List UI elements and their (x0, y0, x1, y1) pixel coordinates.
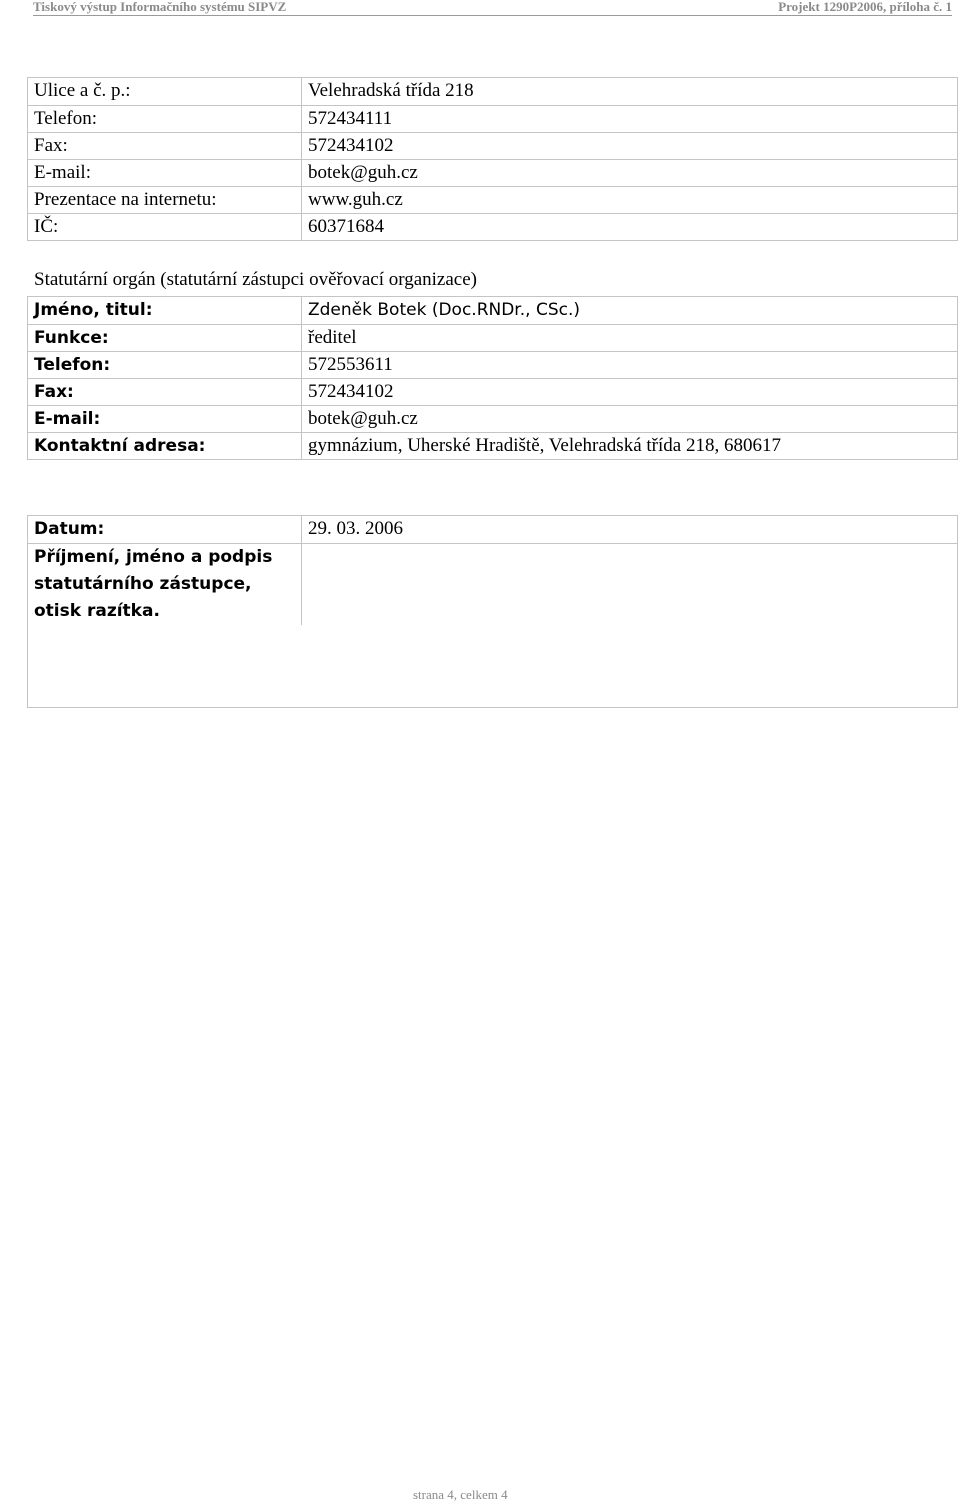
fax-label: Fax: (28, 379, 302, 405)
email-label: E-mail: (28, 160, 302, 186)
page-footer: strana 4, celkem 4 (413, 1487, 508, 1502)
phone-value: 572553611 (308, 354, 393, 375)
table-row (28, 516, 957, 543)
statutory-table (27, 296, 958, 460)
phone-value: 572434111 (308, 108, 393, 129)
table-row (28, 432, 957, 459)
table-row (28, 405, 957, 432)
header-system-title: Tiskový výstup Informačního systému SIPVZ (33, 0, 287, 14)
table-row (28, 78, 957, 105)
function-value: ředitel (308, 327, 357, 348)
name-title-label: Jméno, titul: (28, 297, 302, 324)
table-row (28, 543, 957, 707)
function-label: Funkce: (28, 325, 302, 351)
email-label: E-mail: (28, 406, 302, 432)
ico-value: 60371684 (308, 216, 384, 237)
table-row (28, 105, 957, 132)
table-row (28, 132, 957, 159)
table-row (28, 297, 957, 324)
page-header (33, 0, 952, 16)
table-row (28, 159, 957, 186)
website-label: Prezentace na internetu: (28, 187, 302, 213)
email-value: botek@guh.cz (308, 162, 418, 183)
address-table (27, 77, 958, 241)
signature-label: Příjmení, jméno a podpis statutárního zástupce, otisk razítka. (28, 544, 302, 625)
date-label: Datum: (28, 516, 302, 543)
header-project-ref: Projekt 1290P2006, příloha č. 1 (778, 0, 952, 14)
name-title-value: Zdeněk Botek (Doc.RNDr., CSc.) (308, 300, 580, 320)
address-label: Ulice a č. p.: (28, 78, 302, 105)
phone-label: Telefon: (28, 106, 302, 132)
table-row (28, 213, 957, 240)
contact-address-label: Kontaktní adresa: (28, 433, 302, 459)
contact-address-value: gymnázium, Uherské Hradiště, Velehradská třída 218, 680617 (308, 435, 781, 456)
email-value: botek@guh.cz (308, 408, 418, 429)
phone-label: Telefon: (28, 352, 302, 378)
table-row (28, 186, 957, 213)
fax-label: Fax: (28, 133, 302, 159)
statutory-section-title: Statutární orgán (statutární zástupci ověřovací organizace) (34, 269, 477, 290)
date-value: 29. 03. 2006 (308, 518, 403, 539)
fax-value: 572434102 (308, 381, 394, 402)
fax-value: 572434102 (308, 135, 394, 156)
table-row (28, 324, 957, 351)
website-value: www.guh.cz (308, 189, 403, 210)
table-row (28, 378, 957, 405)
table-row (28, 351, 957, 378)
ico-label: IČ: (28, 214, 302, 240)
address-value: Velehradská třída 218 (308, 80, 474, 101)
signature-table (27, 515, 958, 708)
